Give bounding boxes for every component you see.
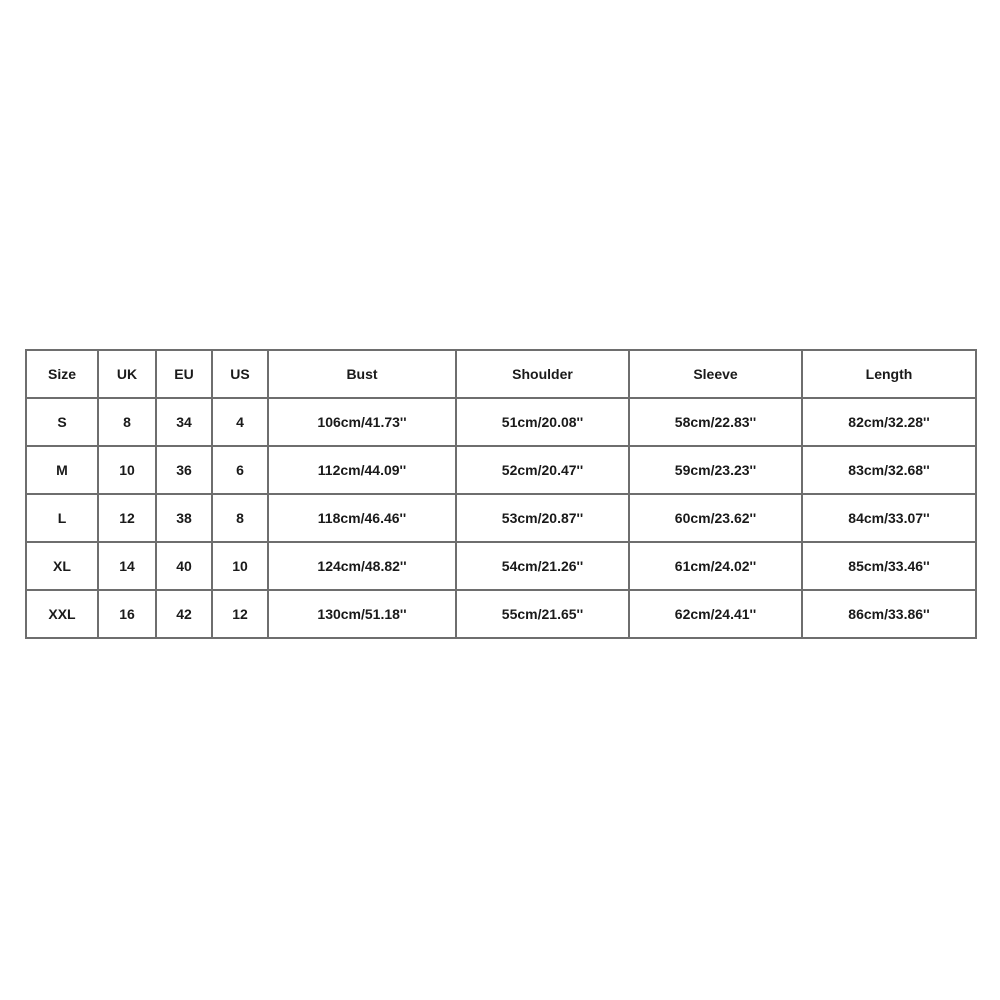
table-row [26, 398, 976, 446]
cell-shoulder: 54cm/21.26'' [456, 542, 629, 590]
cell-bust: 118cm/46.46'' [268, 494, 456, 542]
cell-eu: 40 [156, 542, 212, 590]
header-row [26, 350, 976, 398]
header-length: Length [802, 350, 976, 398]
cell-size: L [26, 494, 98, 542]
cell-shoulder: 55cm/21.65'' [456, 590, 629, 638]
cell-size: XL [26, 542, 98, 590]
cell-eu: 38 [156, 494, 212, 542]
cell-eu: 42 [156, 590, 212, 638]
cell-us: 12 [212, 590, 268, 638]
cell-shoulder: 51cm/20.08'' [456, 398, 629, 446]
cell-sleeve: 61cm/24.02'' [629, 542, 802, 590]
cell-bust: 106cm/41.73'' [268, 398, 456, 446]
table-row [26, 494, 976, 542]
cell-size: XXL [26, 590, 98, 638]
cell-eu: 34 [156, 398, 212, 446]
cell-us: 6 [212, 446, 268, 494]
cell-uk: 10 [98, 446, 156, 494]
cell-bust: 124cm/48.82'' [268, 542, 456, 590]
header-us: US [212, 350, 268, 398]
cell-length: 85cm/33.46'' [802, 542, 976, 590]
cell-sleeve: 62cm/24.41'' [629, 590, 802, 638]
cell-length: 86cm/33.86'' [802, 590, 976, 638]
header-shoulder: Shoulder [456, 350, 629, 398]
table-row [26, 590, 976, 638]
cell-us: 10 [212, 542, 268, 590]
cell-uk: 16 [98, 590, 156, 638]
cell-size: M [26, 446, 98, 494]
cell-us: 8 [212, 494, 268, 542]
cell-sleeve: 60cm/23.62'' [629, 494, 802, 542]
cell-length: 83cm/32.68'' [802, 446, 976, 494]
cell-shoulder: 53cm/20.87'' [456, 494, 629, 542]
cell-length: 82cm/32.28'' [802, 398, 976, 446]
header-size: Size [26, 350, 98, 398]
table-row [26, 446, 976, 494]
header-uk: UK [98, 350, 156, 398]
header-eu: EU [156, 350, 212, 398]
cell-size: S [26, 398, 98, 446]
table-row [26, 542, 976, 590]
cell-sleeve: 59cm/23.23'' [629, 446, 802, 494]
header-sleeve: Sleeve [629, 350, 802, 398]
cell-bust: 130cm/51.18'' [268, 590, 456, 638]
cell-uk: 12 [98, 494, 156, 542]
cell-bust: 112cm/44.09'' [268, 446, 456, 494]
cell-sleeve: 58cm/22.83'' [629, 398, 802, 446]
cell-length: 84cm/33.07'' [802, 494, 976, 542]
cell-uk: 8 [98, 398, 156, 446]
cell-uk: 14 [98, 542, 156, 590]
cell-shoulder: 52cm/20.47'' [456, 446, 629, 494]
cell-us: 4 [212, 398, 268, 446]
cell-eu: 36 [156, 446, 212, 494]
size-chart-table [25, 349, 977, 639]
header-bust: Bust [268, 350, 456, 398]
